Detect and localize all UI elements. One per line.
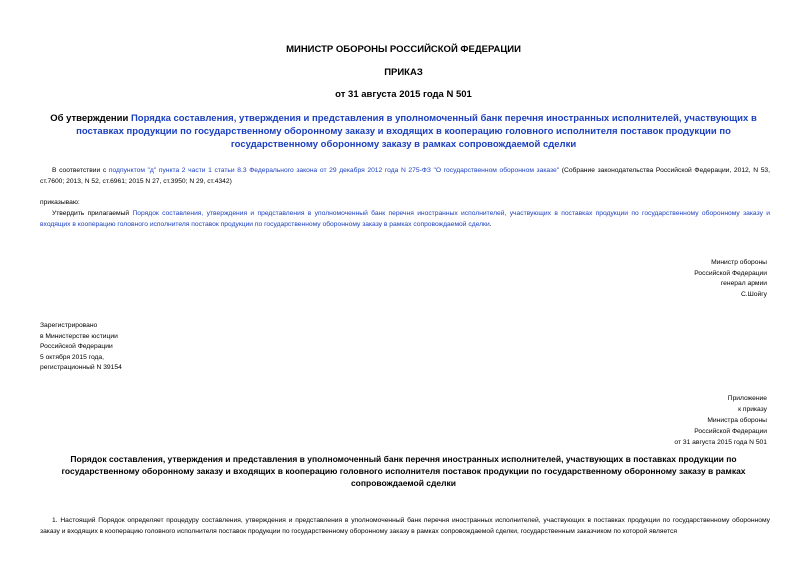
signature-line: Министр обороны [711,259,767,266]
appendix-line: Министра обороны [707,417,767,424]
approve-text-1: Утвердить прилагаемый [52,210,133,217]
clause-1: 1. Настоящий Порядок определяет процедуру составления, утверждения и представления в уполномоченный банк перечня иностранных исполнителей, участвующих в поставках продукции по государственному оборонному заказу и входящих в кооперацию головного исполнителя поставок продукции по государственному оборонному заказу в рамках сопровождаемой сделки, государственным заказчиком по которой является [40,517,770,535]
order-word: приказываю: [40,199,80,206]
appendix-line: к приказу [738,406,767,413]
law-link[interactable]: подпунктом "д" пункта 2 части 1 статьи 8.3 Федерального закона от 29 декабря 2012 года N 275-ФЗ "О государственном оборонном заказе" [108,167,560,174]
subject-link[interactable]: Порядка составления, утверждения и представления в уполномоченный банк перечня иностранных исполнителей, участвующих в поставках продукции по государственному оборонному заказу и входящих в кооперацию головного исполнителя поставок продукции по государственному оборонному заказу в рамках сопровождаемой сделки [76,113,757,150]
registration-line: Зарегистрировано [40,322,98,329]
approve-text-2: . [489,221,492,228]
appendix-line: от 31 августа 2015 года N 501 [674,439,767,446]
approve-paragraph [40,208,770,230]
order-subject [40,112,767,151]
registration-line: Российской Федерации [40,343,113,350]
signature-line: С.Шойгу [740,290,767,298]
registration-line: в Министерстве юстиции [40,332,118,340]
subject-prefix: Об утверждении [50,113,131,124]
order-date: от 31 августа 2015 года N 501 [335,89,472,100]
registration-block [40,321,122,374]
procedure-link[interactable]: Порядок составления, утверждения и представления в уполномоченный банк перечня иностранных исполнителей, участвующих в поставках продукции по государственному оборонному заказу и входящих в кооперацию головного исполнителя поставок продукции по государственному оборонному заказу в рамках сопровождаемой сделки [40,210,770,228]
signature-line: Российской Федерации [694,269,767,277]
appendix-block [674,393,767,448]
signature-line: генерал армии [720,280,767,287]
preamble-text-1: В соответствии с [52,167,109,174]
registration-line: регистрационный N 39154 [40,364,122,371]
order-heading: ПРИКАЗ [384,67,423,78]
appendix-line: Приложение [727,395,767,402]
registration-line: 5 октября 2015 года, [40,353,105,361]
signature-block [694,258,767,300]
preamble-paragraph [40,165,770,187]
ministry-heading: МИНИСТР ОБОРОНЫ РОССИЙСКОЙ ФЕДЕРАЦИИ [286,44,521,55]
preamble-text-2: (Собрание законодательства Российской Федерации, 2012, N 53, ст.7600; 2013, N 52, ст.6961; 2015 N 27, ст.3950; N 29, ст.4342) [40,167,771,185]
procedure-title: Порядок составления, утверждения и представления в уполномоченный банк перечня иностранных исполнителей, участвующих в поставках продукции по государственному оборонному заказу и входящих в кооперацию головного исполнителя поставок продукции по государственному оборонному заказу в рамках сопровождаемой сделки [61,454,746,488]
appendix-line: Российской Федерации [694,428,767,435]
